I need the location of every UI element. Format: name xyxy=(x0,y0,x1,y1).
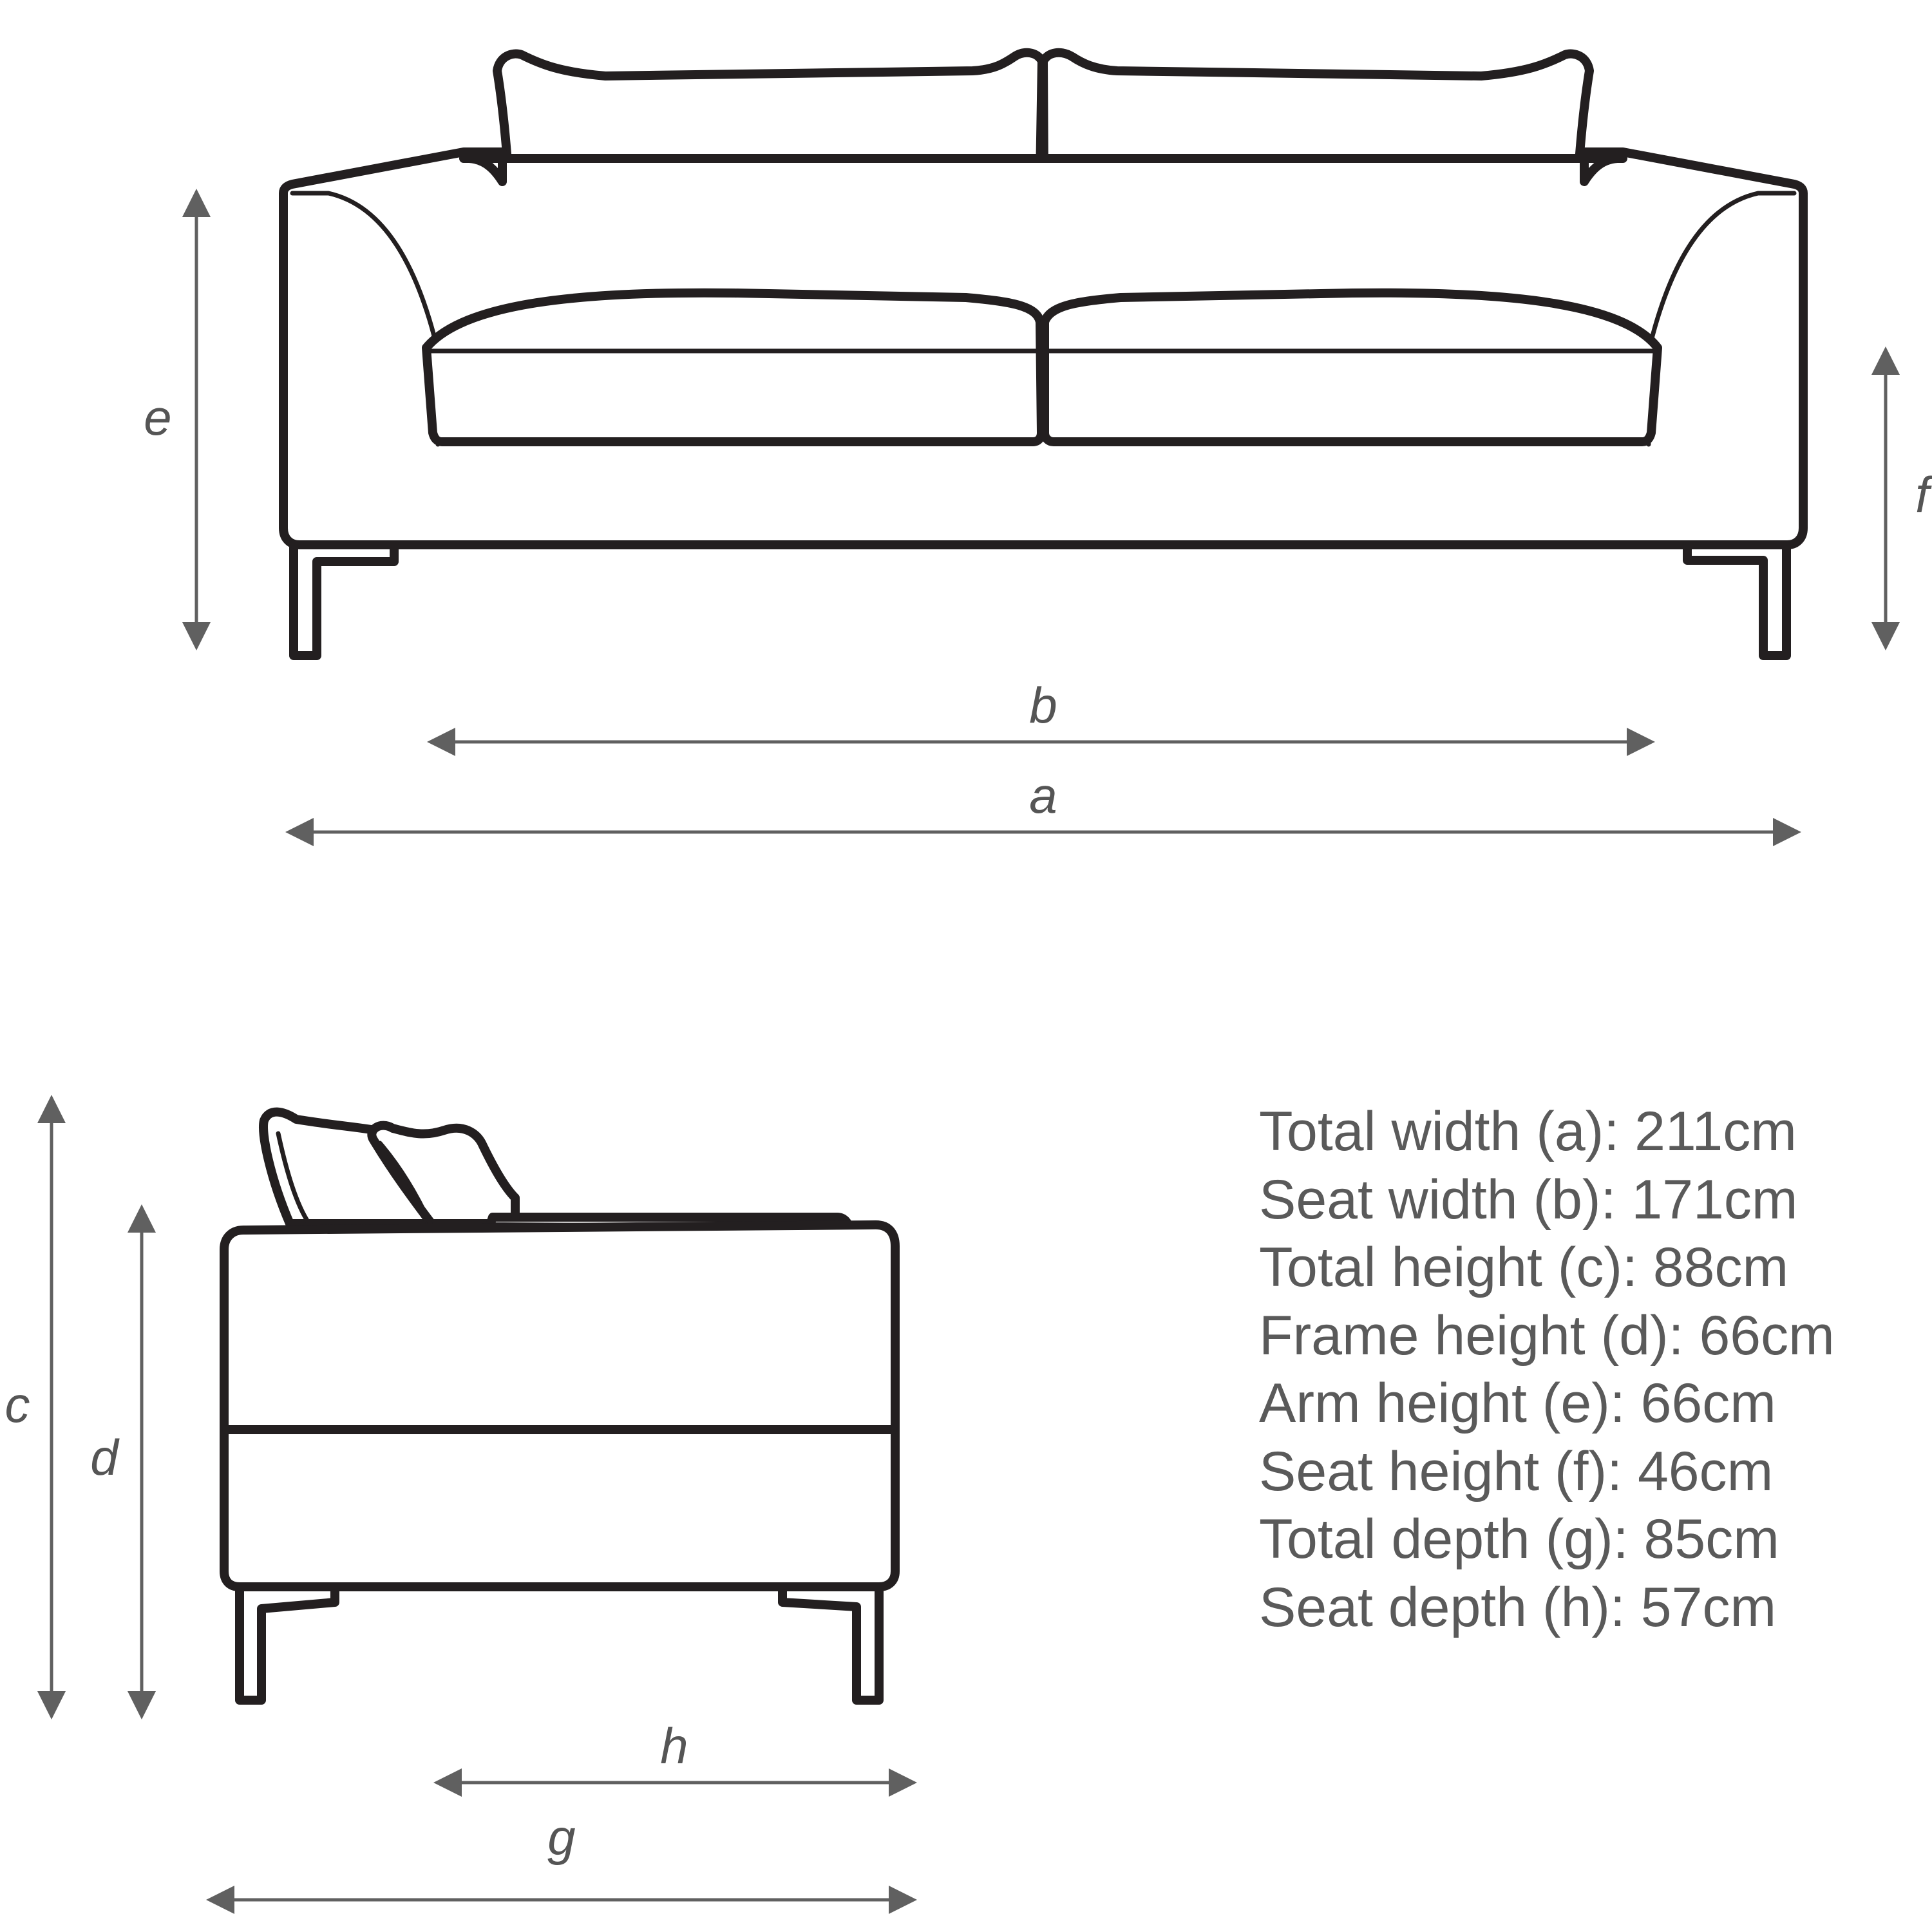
side-view-sofa xyxy=(224,1112,895,1700)
dimension-a xyxy=(312,767,1774,832)
front-right-seat-cushion xyxy=(1045,293,1658,442)
label-a: a xyxy=(1029,767,1057,824)
label-g: g xyxy=(547,1809,576,1866)
dimension-g xyxy=(233,1809,890,1900)
label-d: d xyxy=(90,1429,118,1486)
label-c: c xyxy=(5,1376,30,1433)
spec-frame-height: Frame height (d): 66cm xyxy=(1259,1304,1835,1367)
dimension-e xyxy=(144,216,196,623)
front-view-sofa xyxy=(283,53,1803,656)
dimension-d xyxy=(90,1231,142,1692)
label-f: f xyxy=(1915,466,1929,523)
spec-seat-width: Seat width (b): 171cm xyxy=(1259,1168,1798,1231)
front-left-seat-cushion xyxy=(426,293,1041,442)
dimension-c xyxy=(5,1122,52,1692)
front-left-leg xyxy=(294,540,394,656)
label-h: h xyxy=(660,1718,688,1774)
spec-total-height: Total height (c): 88cm xyxy=(1259,1236,1789,1298)
side-body xyxy=(224,1225,895,1587)
front-right-leg xyxy=(1687,540,1786,656)
dimension-spec-list xyxy=(1259,1098,1835,1642)
label-e: e xyxy=(144,389,172,446)
spec-arm-height: Arm height (e): 66cm xyxy=(1259,1372,1776,1434)
spec-total-width: Total width (a): 211cm xyxy=(1259,1101,1797,1162)
dimension-b xyxy=(454,677,1628,742)
dimension-h xyxy=(460,1718,890,1783)
spec-seat-height: Seat height (f): 46cm xyxy=(1259,1440,1774,1502)
spec-seat-depth: Seat depth (h): 57cm xyxy=(1259,1576,1777,1638)
dimension-f xyxy=(1886,374,1932,623)
label-b: b xyxy=(1029,677,1057,734)
spec-total-depth: Total depth (g): 85cm xyxy=(1259,1508,1779,1570)
side-back-leg xyxy=(782,1583,879,1700)
side-front-leg xyxy=(240,1583,335,1700)
